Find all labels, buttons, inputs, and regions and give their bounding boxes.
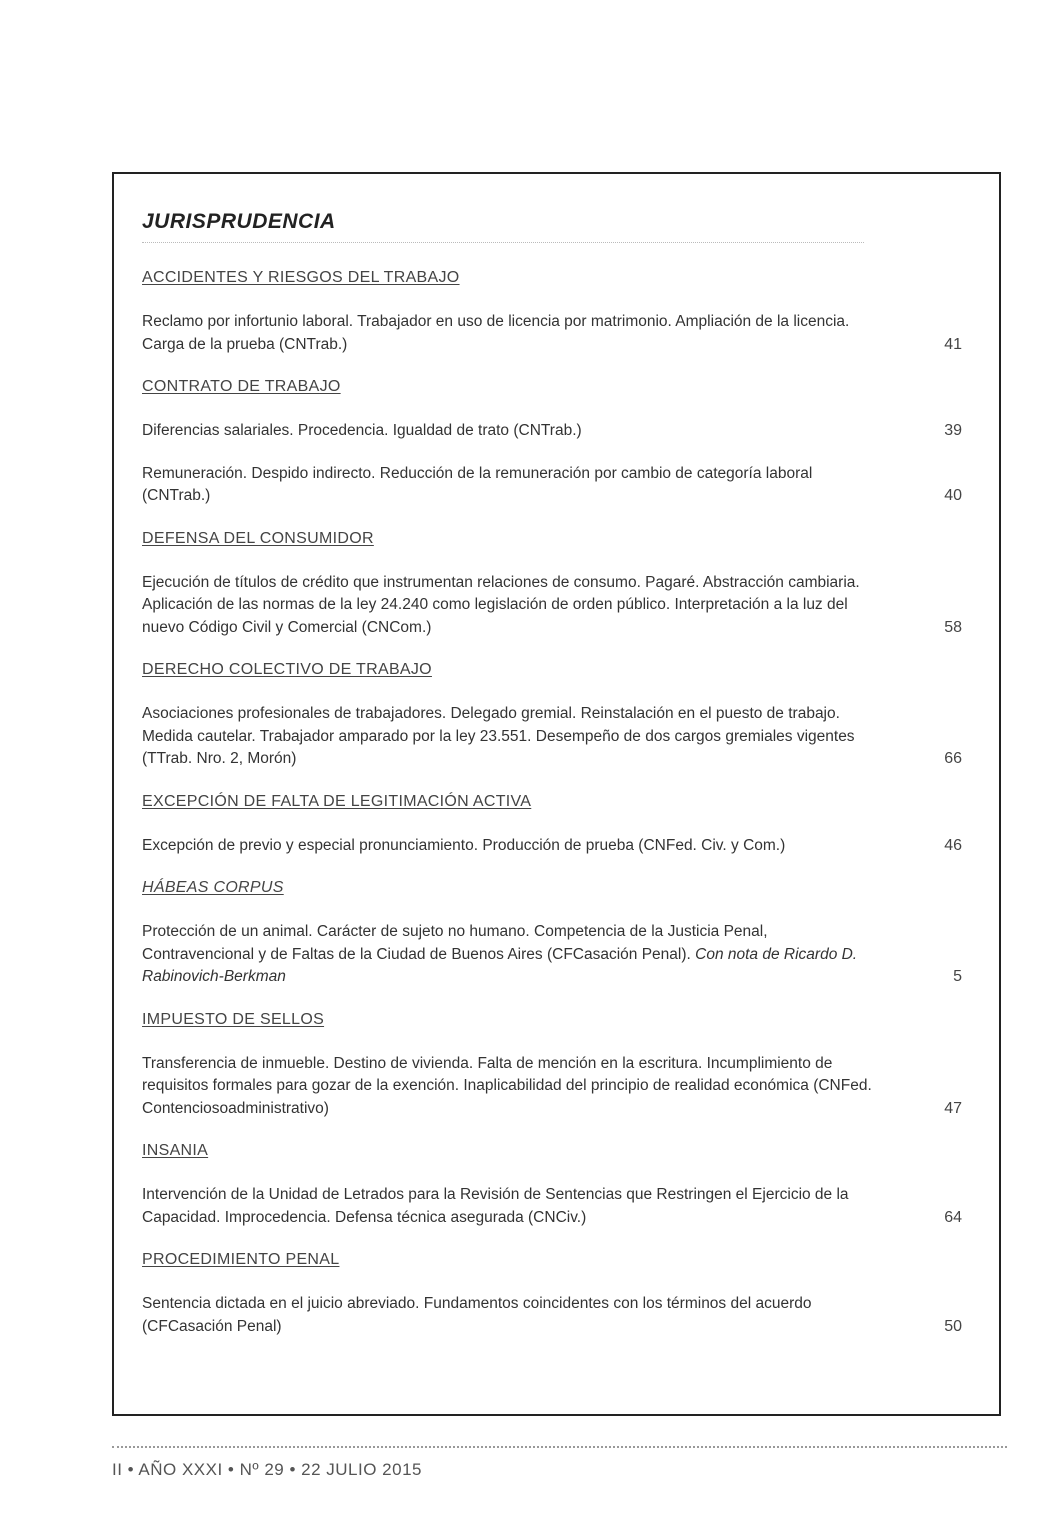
page-number: 39 (944, 422, 962, 439)
index-entry (142, 921, 962, 989)
index-box (112, 172, 1001, 1416)
entry-text (142, 921, 880, 989)
index-section (142, 1249, 962, 1338)
index-section (142, 1009, 962, 1121)
index-section (142, 376, 962, 508)
entry-text-main: Protección de un animal. Carácter de sujeto no humano. Competencia de la Justicia Penal, Contravencional y de Faltas de la Ciudad de Buenos Aires (CFCasación Penal). (142, 923, 768, 963)
index-section (142, 267, 962, 356)
entry-text: Remuneración. Despido indirecto. Reducción de la remuneración por cambio de categoría laboral (CNTrab.) (142, 464, 813, 504)
category-title: DEFENSA DEL CONSUMIDOR (142, 529, 374, 547)
index-content (142, 267, 962, 1358)
category-title: CONTRATO DE TRABAJO (142, 378, 341, 395)
category-title: IMPUESTO DE SELLOS (142, 1010, 325, 1028)
index-entry (142, 572, 962, 640)
index-section (142, 877, 962, 989)
entry-note: Con nota de Ricardo D. Rabinovich-Berkman (142, 945, 858, 985)
index-entry (142, 703, 962, 771)
index-entry (142, 1184, 962, 1229)
entry-text: Diferencias salariales. Procedencia. Igualdad de trato (CNTrab.) (142, 422, 582, 439)
index-entry (142, 835, 962, 858)
page-number: 46 (944, 836, 962, 854)
index-section (142, 659, 962, 771)
page-number: 5 (953, 968, 962, 985)
page-number: 47 (944, 1099, 962, 1117)
issue-footer: II • AÑO XXXI • Nº 29 • 22 JULIO 2015 (112, 1460, 422, 1479)
entry-text: Transferencia de inmueble. Destino de vivienda. Falta de mención en la escritura. Incumplimiento de requisitos formales para gozar de la exención. Inaplicabilidad del principio de realidad económica (CNFed. Contenciosoadministrativo) (142, 1054, 872, 1117)
entry-text: Sentencia dictada en el juicio abreviado. Fundamentos coincidentes con los términos del acuerdo (CFCasación Penal) (142, 1295, 812, 1335)
index-section (142, 791, 962, 858)
page-number: 50 (944, 1317, 962, 1335)
entry-text: Excepción de previo y especial pronunciamiento. Producción de prueba (CNFed. Civ. y Com.) (142, 836, 786, 854)
heading-divider (142, 242, 864, 243)
category-title: ACCIDENTES Y RIESGOS DEL TRABAJO (142, 269, 460, 286)
page-number: 41 (944, 335, 962, 353)
page-number: 58 (944, 618, 962, 636)
entry-text: Asociaciones profesionales de trabajadores. Delegado gremial. Reinstalación en el puesto de trabajo. Medida cautelar. Trabajador amparado por la ley 23.551. Desempeño de dos cargos gremiales vigentes (TTrab. Nro. 2, Morón) (142, 705, 855, 767)
category-title: PROCEDIMIENTO PENAL (142, 1251, 340, 1268)
index-section (142, 1140, 962, 1229)
entry-text: Reclamo por infortunio laboral. Trabajador en uso de licencia por matrimonio. Ampliación de la licencia. Carga de la prueba (CNTrab.) (142, 313, 850, 353)
page-number: 64 (944, 1208, 962, 1226)
page-number: 40 (944, 487, 962, 504)
index-entry (142, 420, 962, 443)
index-entry (142, 311, 962, 356)
index-entry (142, 463, 962, 508)
index-entry (142, 1293, 962, 1338)
category-title: DERECHO COLECTIVO DE TRABAJO (142, 661, 432, 678)
index-entry (142, 1053, 962, 1121)
entry-text: Intervención de la Unidad de Letrados para la Revisión de Sentencias que Restringen el Ejercicio de la Capacidad. Improcedencia. Defensa técnica asegurada (CNCiv.) (142, 1186, 849, 1226)
page-number: 66 (944, 750, 962, 767)
category-title: EXCEPCIÓN DE FALTA DE LEGITIMACIÓN ACTIVA (142, 792, 532, 810)
category-title: INSANIA (142, 1142, 209, 1159)
section-heading: JURISPRUDENCIA (142, 210, 336, 233)
footer-divider (112, 1446, 1007, 1448)
index-section (142, 528, 962, 640)
entry-text: Ejecución de títulos de crédito que instrumentan relaciones de consumo. Pagaré. Abstracción cambiaria. Aplicación de las normas de la ley 24.240 como legislación de orden público. Interpretación a la luz del nuevo Código Civil y Comercial (CNCom.) (142, 573, 860, 636)
category-title: HÁBEAS CORPUS (142, 879, 284, 896)
